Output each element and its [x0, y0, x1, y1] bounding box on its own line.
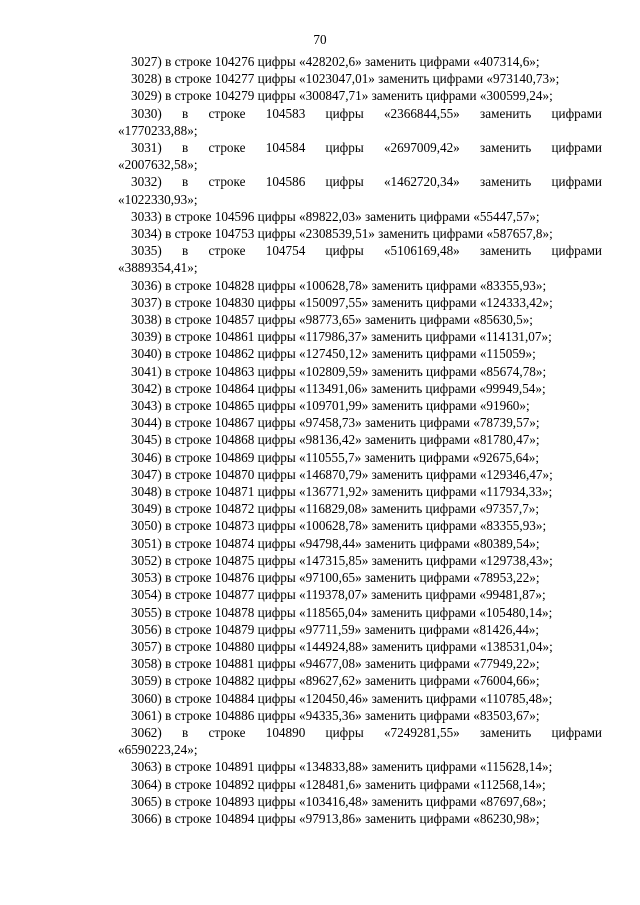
amendment-list: [118, 53, 602, 827]
amendment-item-continuation: «3889354,41»;: [118, 260, 198, 276]
amendment-item-line: 3035) в строке 104754 цифры «5106169,48» заменить цифрами: [131, 243, 602, 259]
amendment-item: 3046) в строке 104869 цифры «110555,7» заменить цифрами «92675,64»;: [131, 449, 540, 465]
amendment-item: 3039) в строке 104861 цифры «117986,37» заменить цифрами «114131,07»;: [131, 329, 552, 345]
amendment-item: 3037) в строке 104830 цифры «150097,55» заменить цифрами «124333,42»;: [131, 294, 553, 310]
amendment-item: 3064) в строке 104892 цифры «128481,6» заменить цифрами «112568,14»;: [131, 776, 546, 792]
amendment-item: 3051) в строке 104874 цифры «94798,44» заменить цифрами «80389,54»;: [131, 535, 540, 551]
amendment-item: 3058) в строке 104881 цифры «94677,08» заменить цифрами «77949,22»;: [131, 656, 540, 672]
amendment-item: 3033) в строке 104596 цифры «89822,03» заменить цифрами «55447,57»;: [131, 208, 540, 224]
amendment-item: [118, 139, 602, 173]
amendment-item-continuation: «2007632,58»;: [118, 157, 198, 173]
amendment-item: 3042) в строке 104864 цифры «113491,06» заменить цифрами «99949,54»;: [131, 380, 546, 396]
amendment-item: 3034) в строке 104753 цифры «2308539,51» заменить цифрами «587657,8»;: [131, 226, 553, 242]
amendment-item-continuation: «6590223,24»;: [118, 742, 198, 758]
amendment-item: 3052) в строке 104875 цифры «147315,85» заменить цифрами «129738,43»;: [131, 552, 553, 568]
amendment-item: 3044) в строке 104867 цифры «97458,73» заменить цифрами «78739,57»;: [131, 415, 540, 431]
amendment-item-line: 3030) в строке 104583 цифры «2366844,55» заменить цифрами: [131, 105, 602, 121]
page-number: 70: [313, 32, 327, 47]
amendment-item: 3056) в строке 104879 цифры «97711,59» заменить цифрами «81426,44»;: [131, 621, 540, 637]
amendment-item: 3027) в строке 104276 цифры «428202,6» заменить цифрами «407314,6»;: [131, 54, 540, 69]
amendment-item: [118, 724, 602, 758]
amendment-item: 3066) в строке 104894 цифры «97913,86» заменить цифрами «86230,98»;: [131, 810, 540, 826]
amendment-item-line: 3031) в строке 104584 цифры «2697009,42» заменить цифрами: [131, 140, 602, 156]
amendment-item: 3049) в строке 104872 цифры «116829,08» заменить цифрами «97357,7»;: [131, 501, 540, 517]
amendment-item: 3061) в строке 104886 цифры «94335,36» заменить цифрами «83503,67»;: [131, 707, 540, 723]
amendment-item: 3060) в строке 104884 цифры «120450,46» заменить цифрами «110785,48»;: [131, 690, 553, 706]
amendment-item: 3059) в строке 104882 цифры «89627,62» заменить цифрами «76004,66»;: [131, 673, 540, 689]
amendment-item: 3050) в строке 104873 цифры «100628,78» заменить цифрами «83355,93»;: [131, 518, 547, 534]
amendment-item: [118, 173, 602, 207]
amendment-item: [118, 242, 602, 276]
amendment-item-continuation: «1770233,88»;: [118, 122, 198, 138]
amendment-item: 3029) в строке 104279 цифры «300847,71» заменить цифрами «300599,24»;: [131, 88, 553, 104]
amendment-item: 3038) в строке 104857 цифры «98773,65» заменить цифрами «85630,5»;: [131, 312, 533, 328]
amendment-item-line: 3032) в строке 104586 цифры «1462720,34» заменить цифрами: [131, 174, 602, 190]
amendment-item: 3041) в строке 104863 цифры «102809,59» заменить цифрами «85674,78»;: [131, 363, 547, 379]
amendment-item-continuation: «1022330,93»;: [118, 191, 198, 207]
amendment-item: 3063) в строке 104891 цифры «134833,88» заменить цифрами «115628,14»;: [131, 759, 553, 775]
amendment-item: 3053) в строке 104876 цифры «97100,65» заменить цифрами «78953,22»;: [131, 570, 540, 586]
amendment-item: 3048) в строке 104871 цифры «136771,92» заменить цифрами «117934,33»;: [131, 484, 553, 500]
amendment-item: 3057) в строке 104880 цифры «144924,88» заменить цифрами «138531,04»;: [131, 638, 553, 654]
amendment-item-line: 3062) в строке 104890 цифры «7249281,55» заменить цифрами: [131, 724, 602, 740]
amendment-item: [118, 105, 602, 139]
amendment-item: 3054) в строке 104877 цифры «119378,07» заменить цифрами «99481,87»;: [131, 587, 546, 603]
amendment-item: 3028) в строке 104277 цифры «1023047,01» заменить цифрами «973140,73»;: [131, 71, 560, 87]
amendment-item: 3045) в строке 104868 цифры «98136,42» заменить цифрами «81780,47»;: [131, 432, 540, 448]
amendment-item: 3055) в строке 104878 цифры «118565,04» заменить цифрами «105480,14»;: [131, 604, 553, 620]
amendment-item: 3036) в строке 104828 цифры «100628,78» заменить цифрами «83355,93»;: [131, 277, 547, 293]
amendment-item: 3040) в строке 104862 цифры «127450,12» заменить цифрами «115059»;: [131, 346, 536, 362]
amendment-item: 3065) в строке 104893 цифры «103416,48» заменить цифрами «87697,68»;: [131, 793, 547, 809]
amendment-item: 3047) в строке 104870 цифры «146870,79» заменить цифрами «129346,47»;: [131, 466, 553, 482]
amendment-item: 3043) в строке 104865 цифры «109701,99» заменить цифрами «91960»;: [131, 398, 530, 414]
